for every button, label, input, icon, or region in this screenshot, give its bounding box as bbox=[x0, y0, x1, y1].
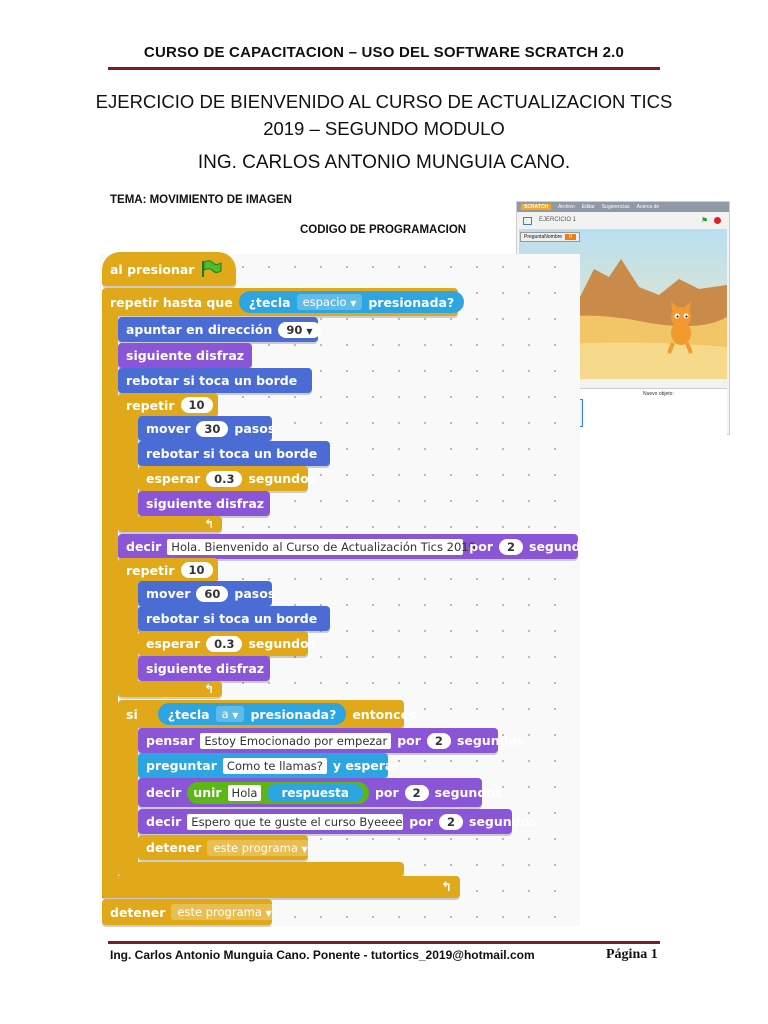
stop-block-inner[interactable] bbox=[138, 835, 308, 860]
join-text-input[interactable]: Hola bbox=[228, 785, 262, 801]
point-direction-block[interactable] bbox=[118, 317, 318, 342]
key-value: a bbox=[221, 707, 229, 721]
say-secs-input[interactable]: 2 bbox=[499, 539, 523, 555]
footer-author: Ing. Carlos Antonio Munguia Cano. Ponente - tutortics_2019@hotmail.com bbox=[110, 948, 535, 962]
say-message-input[interactable]: Hola. Bienvenido al Curso de Actualización Tics 2019 bbox=[167, 539, 463, 555]
project-title: EJERCICIO 1 bbox=[539, 217, 577, 223]
when-flag-clicked-block[interactable] bbox=[102, 252, 236, 286]
if-label: si bbox=[126, 706, 138, 722]
y-esperar-label: y esperar bbox=[332, 758, 400, 773]
stop-option-value: este programa bbox=[177, 905, 262, 919]
scratch-menubar bbox=[517, 202, 729, 212]
repeat-1-footer bbox=[118, 516, 222, 532]
repeat-count-input[interactable]: 10 bbox=[181, 562, 213, 578]
key-dropdown[interactable] bbox=[216, 706, 245, 722]
segundos-label: segundos bbox=[248, 636, 317, 651]
stop-option-value: este programa bbox=[213, 840, 298, 855]
steps-input[interactable]: 30 bbox=[196, 421, 228, 437]
pasos-label: pasos bbox=[234, 421, 276, 436]
next-costume-block[interactable]: siguiente disfraz bbox=[138, 491, 270, 516]
ask-and-wait-block[interactable] bbox=[138, 753, 400, 778]
move-steps-block-1[interactable] bbox=[138, 416, 276, 441]
segundos-label: segundos bbox=[469, 814, 537, 829]
think-message-input[interactable]: Estoy Emocionado por empezar bbox=[200, 733, 391, 749]
segundos-label: segundos bbox=[456, 733, 525, 748]
project-title-bar bbox=[517, 214, 729, 228]
scratch-logo: SCRATCH bbox=[521, 204, 551, 210]
think-label: pensar bbox=[146, 733, 195, 748]
stop-option-dropdown[interactable] bbox=[207, 840, 313, 856]
key-pressed-condition[interactable] bbox=[239, 291, 465, 313]
por-label: por bbox=[397, 733, 421, 748]
presionada-label: presionada? bbox=[368, 294, 455, 310]
repeat-block-2[interactable] bbox=[118, 558, 218, 582]
say-secs-input[interactable]: 2 bbox=[439, 814, 463, 830]
pasos-label: pasos bbox=[234, 586, 276, 601]
header-rule bbox=[108, 67, 660, 70]
codigo-label: CODIGO DE PROGRAMACION bbox=[300, 224, 467, 236]
presionada-label: presionada? bbox=[250, 706, 337, 722]
think-block[interactable] bbox=[138, 728, 525, 753]
author-name: ING. CARLOS ANTONIO MUNGUIA CANO. bbox=[197, 152, 571, 173]
stop-option-dropdown[interactable] bbox=[171, 904, 277, 920]
nuevo-objeto-label: Nuevo objeto: bbox=[643, 391, 674, 397]
direction-value: 90 bbox=[286, 322, 303, 337]
wait-input[interactable]: 0.3 bbox=[206, 636, 242, 652]
wait-label: esperar bbox=[146, 636, 201, 651]
menu-sugerencias[interactable]: Sugerencias bbox=[601, 204, 630, 210]
menu-archivo[interactable]: Archivo bbox=[558, 204, 575, 210]
tecla-label: ¿tecla bbox=[167, 706, 210, 722]
wait-label: esperar bbox=[146, 471, 201, 486]
ask-question-input[interactable]: Como te llamas? bbox=[223, 758, 327, 774]
move-label: mover bbox=[146, 421, 191, 436]
key-pressed-condition[interactable] bbox=[158, 703, 347, 725]
direction-dropdown[interactable] bbox=[278, 322, 320, 338]
tecla-label: ¿tecla bbox=[248, 294, 291, 310]
dropdown-arrow-icon: ▼ bbox=[301, 844, 308, 854]
title-line-1: EJERCICIO DE BIENVENIDO AL CURSO DE ACTUALIZACION TICS bbox=[95, 91, 673, 112]
variable-label: PreguntaNombre bbox=[524, 234, 563, 240]
document-title bbox=[60, 88, 708, 142]
move-label: mover bbox=[146, 586, 191, 601]
segundos-label: segundos bbox=[248, 471, 317, 486]
ask-label: preguntar bbox=[146, 758, 217, 773]
answer-reporter[interactable]: respuesta bbox=[267, 784, 362, 802]
repeat-count-input[interactable]: 10 bbox=[181, 397, 213, 413]
tema-label: TEMA: MOVIMIENTO DE IMAGEN bbox=[110, 194, 292, 206]
think-secs-input[interactable]: 2 bbox=[427, 733, 451, 749]
menu-acerca[interactable]: Acerca de bbox=[636, 204, 660, 210]
key-dropdown[interactable] bbox=[297, 294, 363, 310]
repeat-until-footer bbox=[102, 876, 460, 898]
join-operator[interactable] bbox=[187, 782, 369, 804]
bounce-edge-block[interactable]: rebotar si toca un borde bbox=[138, 606, 330, 631]
page-number: Página 1 bbox=[606, 947, 658, 962]
dropdown-arrow-icon: ▼ bbox=[232, 711, 239, 720]
point-label: apuntar en dirección bbox=[126, 322, 273, 337]
stop-block-final[interactable] bbox=[102, 899, 272, 925]
say-for-secs-block-3[interactable] bbox=[138, 809, 537, 834]
say-label: decir bbox=[146, 814, 182, 829]
title-line-2: 2019 – SEGUNDO MODULO bbox=[263, 118, 505, 139]
loop-arrow-icon: ↰ bbox=[441, 879, 452, 895]
key-value: espacio bbox=[302, 295, 347, 309]
footer-rule bbox=[108, 941, 660, 944]
variable-monitor bbox=[520, 232, 580, 242]
wait-block-1[interactable] bbox=[138, 466, 317, 491]
segundos-label: segundos bbox=[529, 539, 597, 554]
wait-input[interactable]: 0.3 bbox=[206, 471, 242, 487]
loop-arrow-icon: ↰ bbox=[203, 517, 214, 531]
repeat-until-arm bbox=[102, 314, 118, 898]
steps-input[interactable]: 60 bbox=[196, 586, 228, 602]
stop-label: detener bbox=[110, 904, 166, 920]
por-label: por bbox=[409, 814, 433, 829]
stop-label: detener bbox=[146, 840, 202, 855]
running-header: CURSO DE CAPACITACION – USO DEL SOFTWARE SCRATCH 2.0 bbox=[143, 44, 625, 61]
repeat-label: repetir bbox=[126, 562, 175, 578]
segundos-label: segundos bbox=[434, 785, 503, 800]
repeat-until-block[interactable] bbox=[102, 288, 458, 316]
loop-arrow-icon: ↰ bbox=[203, 682, 214, 696]
say-message-input[interactable]: Espero que te guste el curso Byeeee bbox=[187, 814, 403, 830]
repeat-block-1[interactable] bbox=[118, 393, 218, 417]
wait-block-2[interactable] bbox=[138, 631, 317, 656]
join-label: unir bbox=[193, 785, 222, 800]
next-costume-block[interactable]: siguiente disfraz bbox=[118, 343, 252, 368]
por-label: por bbox=[469, 539, 493, 554]
fullscreen-icon[interactable] bbox=[523, 217, 532, 225]
next-costume-block[interactable]: siguiente disfraz bbox=[138, 656, 270, 681]
if-arm bbox=[118, 726, 138, 866]
bounce-edge-block[interactable]: rebotar si toca un borde bbox=[138, 441, 330, 466]
say-secs-input[interactable]: 2 bbox=[405, 785, 429, 801]
repeat-2-footer bbox=[118, 681, 222, 697]
say-join-block[interactable] bbox=[138, 778, 503, 807]
dropdown-arrow-icon: ▼ bbox=[265, 909, 272, 918]
say-label: decir bbox=[146, 785, 182, 800]
entonces-label: entonces bbox=[352, 706, 417, 722]
green-flag-icon[interactable]: ⚑ bbox=[701, 216, 709, 225]
por-label: por bbox=[374, 785, 399, 800]
repeat-2-arm bbox=[118, 580, 138, 690]
move-steps-block-2[interactable] bbox=[138, 581, 276, 606]
bounce-edge-block[interactable]: rebotar si toca un borde bbox=[118, 368, 312, 393]
variable-value: 0 bbox=[565, 234, 576, 240]
hat-label: al presionar bbox=[110, 261, 195, 277]
dropdown-arrow-icon: ▼ bbox=[350, 299, 357, 308]
if-then-block[interactable] bbox=[118, 700, 417, 728]
say-label: decir bbox=[126, 539, 162, 554]
repeat-until-label: repetir hasta que bbox=[110, 294, 233, 310]
stop-icon[interactable] bbox=[714, 217, 721, 224]
menu-editar[interactable]: Editar bbox=[581, 204, 595, 210]
repeat-label: repetir bbox=[126, 397, 175, 413]
green-flag-icon bbox=[200, 260, 222, 278]
say-for-secs-block[interactable] bbox=[118, 534, 597, 559]
dropdown-arrow-icon: ▼ bbox=[306, 326, 313, 336]
repeat-1-arm bbox=[118, 415, 138, 525]
if-footer bbox=[118, 862, 404, 876]
